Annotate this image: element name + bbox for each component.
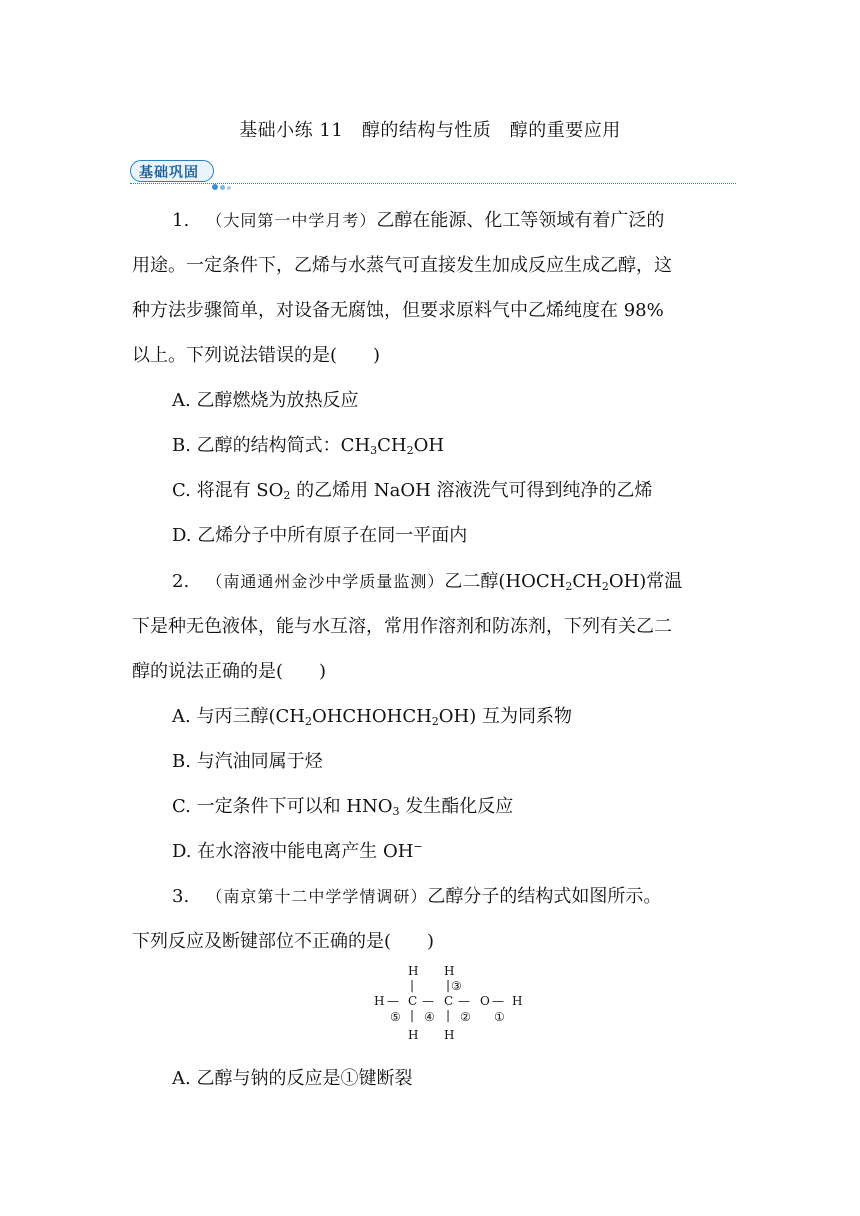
question-1-option-a[interactable]: A. 乙醇燃烧为放热反应 [172, 390, 359, 411]
bond-label-5: ⑤ [390, 1010, 401, 1024]
option-text: C. 将混有 SO [172, 480, 284, 501]
question-number: 2. [172, 571, 190, 592]
bond-label-3: ③ [451, 979, 462, 993]
section-label: 基础巩固 [139, 165, 199, 181]
atom-h: H [444, 964, 455, 978]
question-2-line-2: 下是种无色液体，能与水互溶，常用作溶剂和防冻剂，下列有关乙二 [132, 616, 672, 637]
question-1-option-c[interactable] [172, 476, 653, 502]
question-source: （南京第十二中学学情调研） [206, 887, 428, 906]
atom-c: C [444, 994, 454, 1008]
atom-h: H [444, 1028, 455, 1042]
subscript: 2 [601, 580, 609, 593]
question-2-option-c[interactable] [172, 792, 513, 818]
atom-h: H [408, 1028, 419, 1042]
question-text: 乙醇分子的结构式如图所示。 [427, 886, 662, 907]
option-text: OHCHOHCH [311, 706, 432, 727]
subscript: 2 [406, 444, 414, 457]
bond-line: | [446, 1008, 451, 1022]
page-title: 基础小练 11 醇的结构与性质 醇的重要应用 [239, 120, 621, 141]
option-text: A. 与丙三醇(CH [172, 706, 305, 727]
atom-h: H [408, 964, 419, 978]
bond-label-1: ① [494, 1010, 505, 1024]
decorative-dots-icon [212, 175, 233, 194]
question-2-option-b[interactable]: B. 与汽油同属于烃 [172, 751, 323, 772]
question-text: OH)常温 [608, 571, 683, 592]
question-1-option-b[interactable] [172, 431, 444, 457]
question-2-line-3: 醇的说法正确的是( ) [132, 661, 327, 682]
section-badge [130, 160, 214, 182]
question-text: CH [572, 571, 602, 592]
question-1-line-2: 用途。一定条件下，乙烯与水蒸气可直接发生加成反应生成乙醇，这 [132, 255, 672, 276]
atom-h: H [374, 994, 385, 1008]
option-text: D. 在水溶液中能电离产生 OH [172, 841, 414, 862]
bond-line: | [410, 978, 415, 992]
question-3-line-1 [172, 882, 661, 908]
question-1-line-3: 种方法步骤简单，对设备无腐蚀，但要求原料气中乙烯纯度在 98% [132, 300, 664, 321]
question-1-option-d[interactable]: D. 乙烯分子中所有原子在同一平面内 [172, 525, 468, 546]
bond-line: — [387, 994, 399, 1008]
superscript: − [413, 840, 423, 853]
option-text: OH [413, 435, 445, 456]
question-2-line-1 [172, 567, 682, 593]
question-1-line-1 [172, 206, 664, 232]
option-text: 发生酯化反应 [399, 796, 514, 817]
bond-label-4: ④ [424, 1010, 435, 1024]
question-text: 乙醇在能源、化工等领域有着广泛的 [376, 210, 665, 231]
atom-c: C [408, 994, 418, 1008]
subscript: 2 [304, 715, 312, 728]
question-text: 乙二醇(HOCH [444, 571, 566, 592]
question-number: 3. [172, 886, 190, 907]
subscript: 2 [431, 715, 439, 728]
subscript: 2 [283, 489, 291, 502]
subscript: 2 [565, 580, 573, 593]
option-text: C. 一定条件下可以和 HNO [172, 796, 393, 817]
question-3-line-2: 下列反应及断键部位不正确的是( ) [132, 931, 435, 952]
atom-o: O [480, 994, 490, 1008]
question-number: 1. [172, 210, 190, 231]
bond-line: | [410, 1008, 415, 1022]
option-text: 的乙烯用 NaOH 溶液洗气可得到纯净的乙烯 [290, 480, 653, 501]
question-1-line-4: 以上。下列说法错误的是( ) [132, 345, 381, 366]
question-2-option-d[interactable] [172, 837, 423, 863]
option-text: CH [377, 435, 407, 456]
question-source: （大同第一中学月考） [206, 211, 377, 230]
ethanol-structural-formula [370, 962, 530, 1046]
question-2-option-a[interactable] [172, 702, 572, 728]
question-source: （南通通州金沙中学质量监测） [206, 572, 445, 591]
option-text: OH) 互为同系物 [438, 706, 572, 727]
option-text: B. 乙醇的结构简式：CH [172, 435, 371, 456]
bond-line: — [422, 994, 434, 1008]
subscript: 3 [370, 444, 378, 457]
bond-label-2: ② [460, 1010, 471, 1024]
bond-line: | [446, 978, 451, 992]
question-3-option-a[interactable]: A. 乙醇与钠的反应是①键断裂 [172, 1068, 413, 1089]
section-divider [130, 183, 736, 184]
bond-line: — [458, 994, 470, 1008]
atom-h: H [512, 994, 523, 1008]
bond-line: — [492, 994, 504, 1008]
subscript: 3 [392, 805, 400, 818]
